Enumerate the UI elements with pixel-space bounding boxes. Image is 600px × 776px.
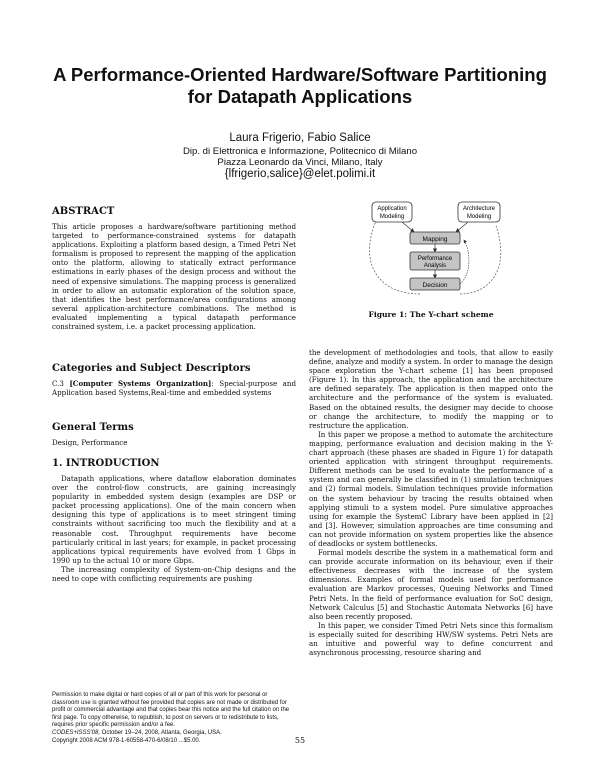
general-terms-text: Design, Performance (52, 438, 128, 447)
abstract-heading: ABSTRACT (52, 206, 115, 217)
architecture-label-2: Modeling (466, 214, 492, 220)
application-label-2: Modeling (379, 214, 405, 220)
conference-details: October 19–24, 2008, Atlanta, Georgia, USA. (100, 729, 222, 736)
introduction-paragraph-1: Datapath applications, where dataflow elaboration dominates over the control-flow constructs, are gaining increasingly popularity in embedded system design (examples are DSP or packet processing applications). One of the main concern when designing this type of applications is to meet stringent timing constraints without sacrificing too much the flexibility and at a reasonable cost. Throughput requirements have become particularly critical in last years; for example, in packet processing applications typical requirements have evolved from 1 Gbps in 1990 up to the actual 10 or more Gbps. (52, 474, 296, 565)
introduction-heading: 1. INTRODUCTION (52, 458, 160, 469)
categories-section (52, 363, 296, 397)
permission-text: Permission to make digital or hard copies of all or part of this work for personal or classroom use is granted without fee provided that copies are not made or distributed for profit or commercial advantage and that copies bear this notice and the full citation on the first page. To copy otherwise, to republish, to post on servers or to redistribute to lists, requires prior specific permission and/or a fee. (52, 692, 290, 729)
abstract-section (52, 206, 296, 331)
conference-name: CODES+ISSS'08, (52, 729, 100, 736)
arrow-app-to-mapping (402, 222, 414, 232)
categories-heading: Categories and Subject Descriptors (52, 363, 251, 374)
y-chart-figure (360, 196, 510, 306)
author-email: {lfrigerio,salice}@elet.polimi.it (224, 168, 376, 180)
author-names: Laura Frigerio, Fabio Salice (229, 132, 371, 144)
page-number: 55 (294, 736, 306, 745)
performance-label-2: Analysis (423, 263, 447, 269)
copyright-line: Copyright 2008 ACM 978-1-60558-470-6/08/10 ...$5.00. (52, 737, 201, 744)
general-terms-heading: General Terms (52, 422, 134, 433)
right-column-text (309, 348, 553, 657)
title-line-1: A Performance-Oriented Hardware/Software Partitioning (53, 64, 547, 85)
categories-text (52, 379, 296, 397)
categories-bold: [Computer Systems Organization] (69, 379, 212, 388)
right-paragraph-4: In this paper, we consider Timed Petri Nets since this formalism is especially suited for describing HW/SW systems. Petri Nets are an intuitive and powerful way to define concurrent and asynchronous processing, resource sharing and (309, 620, 553, 658)
title-line-2: for Datapath Applications (187, 86, 413, 107)
introduction-paragraph-2: The increasing complexity of System-on-Chip designs and the need to cope with conflicting requirements are pushing (52, 564, 296, 584)
right-paragraph-3: Formal models describe the system in a mathematical form and can provide accurate information on its behaviour, even if their effectiveness decreases with the increase of the system dimensions. Examples of formal models used for performance evaluation are Markov processes, Queuing Networks and Timed Petri Nets. In the field of performance evaluation for SoC design, Network Calculus [5] and Stochastic Automata Networks [6] have also been recently proposed. (309, 548, 553, 621)
performance-label-1: Performance (417, 256, 453, 262)
figure-caption: Figure 1: The Y-chart scheme (368, 310, 494, 319)
author-address: Piazza Leonardo da Vinci, Milano, Italy (217, 157, 383, 168)
feedback-arrow-right (460, 240, 469, 284)
abstract-text: This article proposes a hardware/software partitioning method targeted to performance-constrained systems for datapath applications. Exploiting a platform based design, a Timed Petri Net formalism is proposed to represent the mapping of the application onto the platform, allowing to statically extract performance estimations in early phases of the design process and without the need of expensive simulations. The mapping process is generalized in order to allow an automatic exploration of the solution space, that identifies the best performance/area configurations among several application-architecture combinations. The method is evaluated implementing a typical datapath performance constrained system, i.e. a packet processing application. (52, 222, 296, 332)
right-paragraph-1: the development of methodologies and tools, that allow to easily define, analyze and modify a system. In order to manage the design space exploration the Y-chart scheme [1] has been proposed (Figure 1). In this approach, the application and the architecture are defined separately. The application is then mapped onto the architecture and the performance of the system is evaluated. Based on the obtained results, the designer may decide to choose or change the architecture, to modify the mapping or to restructure the application. (309, 348, 554, 430)
author-department: Dip. di Elettronica e Informazione, Politecnico di Milano (182, 146, 418, 157)
decision-label: Decision (422, 282, 448, 289)
mapping-label: Mapping (422, 236, 448, 243)
introduction-section (52, 458, 296, 583)
arrow-arch-to-mapping (456, 222, 468, 232)
general-terms-section (52, 422, 296, 447)
feedback-loop-right (460, 226, 501, 294)
paper-title (40, 64, 560, 108)
application-label-1: Application (377, 206, 407, 212)
right-paragraph-2: In this paper we propose a method to automate the architecture mapping, performance evaluation and decision making in the Y-chart approach (these phases are shaded in Figure 1) for datapath oriented application with stringent throughput requirements. Different methods can be used to evaluate the performance of a system and can generally be classified in (1) simulation techniques and (2) formal models. Simulation techniques provide information on the system behaviour by tracing the results obtained when applying stimuli to a system model. Pure simulative approaches using for example the SystemC Library have been applied in [2] and [3]. However, simulation approaches are time consuming and can not provide information on system properties like the absence of deadlocks or system bottlenecks. (309, 429, 553, 548)
author-block (40, 131, 560, 181)
categories-rest: : Special-purpose and Application based Systems,Real-time and embedded systems (52, 379, 296, 398)
categories-code: C.3 (52, 379, 64, 388)
architecture-label-1: Architecture (462, 206, 496, 212)
